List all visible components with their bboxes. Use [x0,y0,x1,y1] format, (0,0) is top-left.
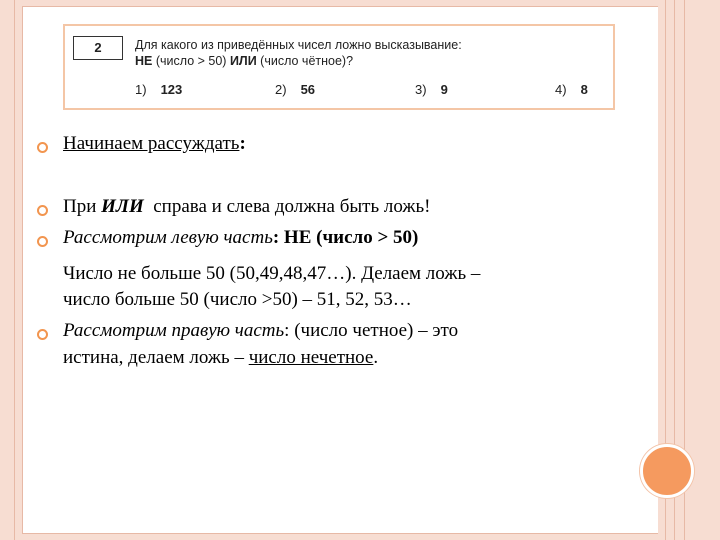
bullet-icon [37,142,48,153]
bullet-2-bold: ИЛИ [101,196,144,217]
paragraph-line-1: Число не больше 50 (50,49,48,47…). Делаем ложь – [63,263,481,284]
bullet-3-bold: : НЕ (число > 50) [272,227,419,248]
bullet-3-italic: Рассмотрим левую часть [63,227,273,248]
bullet-3-line [63,226,418,249]
bottom-frame-border [22,533,658,540]
task-option-2: 2) 56 [275,82,316,97]
task-number: 2 [73,36,123,60]
bullet-icon [37,236,48,247]
bullet-icon [37,205,48,216]
bullet-4-italic: Рассмотрим правую часть [63,320,285,341]
task-option-3: 3) 9 [415,82,448,97]
decorative-orange-circle [640,444,694,498]
bullet-4-line: Рассмотрим правую часть: (число четное) – это [63,320,459,341]
task-option-1: 1) 123 [135,82,183,97]
bullet-4-underlined: число нечетное [248,347,374,368]
task-image [63,24,615,110]
left-frame-border [0,0,23,540]
bullet-1-line: Начинаем рассуждать: [63,133,246,154]
paragraph-line-2: число больше 50 (число >50) – 51, 52, 53… [63,289,412,310]
task-question-line1: Для какого из приведённых чисел ложно высказывание: [135,38,462,52]
task-q-part2: (число чётное)? [256,54,354,68]
task-q-ili: ИЛИ [229,54,257,68]
task-q-part1: (число > 50) [152,54,230,68]
task-question-line2 [135,54,353,68]
bullet-2-line: При ИЛИ справа и слева должна быть ложь! [63,196,431,217]
task-option-4: 4) 8 [555,82,588,97]
bullet-icon [37,329,48,340]
task-q-ne: НЕ [135,54,153,68]
top-frame-border [22,0,658,7]
bullet-4-line-2: истина, делаем ложь – число нечетное. [63,347,379,368]
bullet-1-text: Начинаем рассуждать [63,133,240,154]
